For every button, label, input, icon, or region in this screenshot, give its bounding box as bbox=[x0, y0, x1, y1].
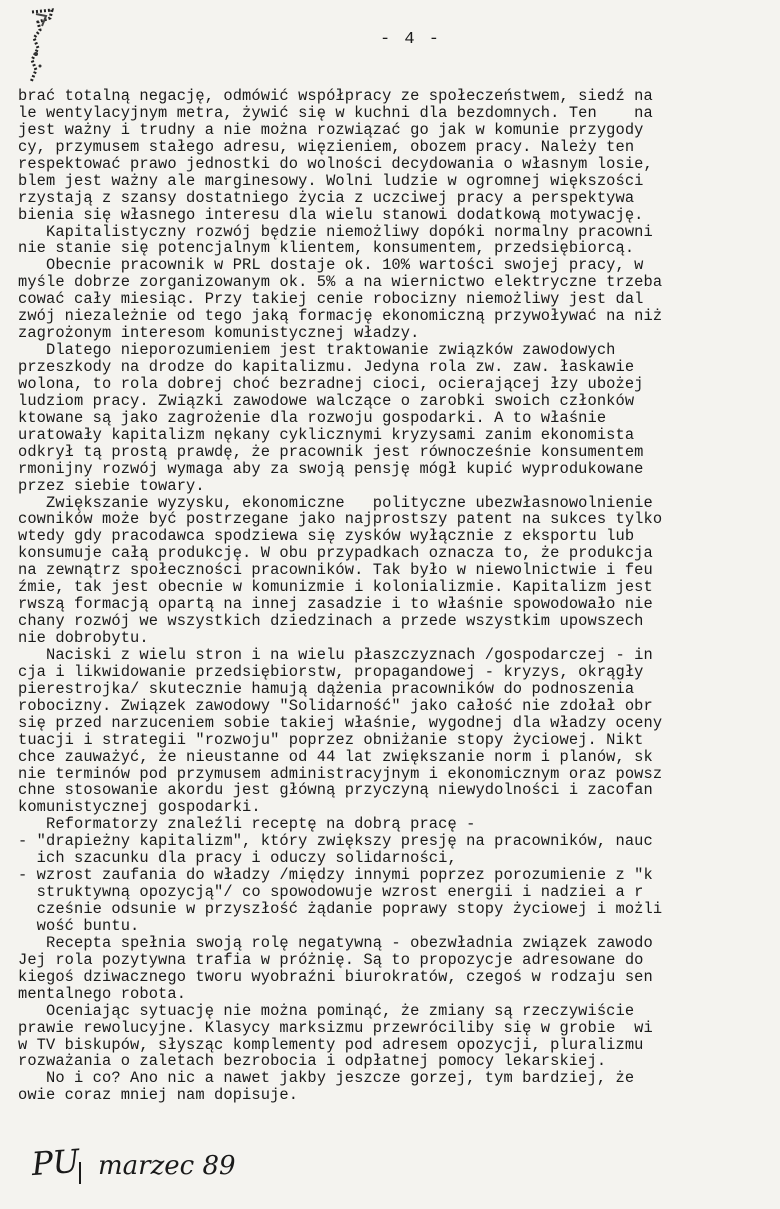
text-line: No i co? Ano nic a nawet jakby jeszcze gorzej, tym bardziej, że bbox=[18, 1069, 635, 1088]
text-line: brać totalną negację, odmówić współpracy ze społeczeństwem, siedź na bbox=[18, 87, 653, 105]
text-line: źmie, tak jest obecnie w komunizmie i kolonializmie. Kapitalizm jest bbox=[18, 578, 653, 597]
body-text bbox=[18, 88, 780, 1104]
text-line: prawie rewolucyjne. Klasycy marksizmu przewróciliby się w grobie wi bbox=[18, 1018, 653, 1037]
text-line: Naciski z wielu stron i na wielu płaszczyznach /gospodarczej - in bbox=[18, 645, 653, 664]
text-line: cześnie odsunie w przyszłość żądanie poprawy stopy życiowej i możli bbox=[18, 900, 663, 918]
text-line: nie dobrobytu. bbox=[18, 629, 149, 647]
text-line: rwszą formacją opartą na innej zasadzie i to właśnie spowodowało nie bbox=[18, 595, 653, 614]
text-line: konsumuje całą produkcję. W obu przypadkach oznacza to, że produkcja bbox=[18, 544, 653, 563]
page-number: - 4 - bbox=[380, 30, 442, 49]
text-line: rozważania o zaletach bezrobocia i odpłatnej pomocy lekarskiej. bbox=[18, 1052, 607, 1071]
text-line: Reformatorzy znaleźli receptę na dobrą pracę - bbox=[18, 815, 476, 834]
text-line: rzystają z szansy dostatniego życia z uczciwej pracy a perspektywa bbox=[18, 188, 635, 207]
text-line: uratowały kapitalizm nękany cyklicznymi kryzysami zanim ekonomista bbox=[18, 425, 635, 444]
text-line: robocizny. Związek zawodowy "Solidarność" jako całość nie zdołał obr bbox=[18, 696, 653, 715]
signature-initials: PU bbox=[30, 1141, 81, 1184]
text-line: struktywną opozycją"/ co spowodowuje wzrost energii i nadziei a r bbox=[18, 883, 644, 902]
text-line: chne stosowanie akordu jest główną przyczyną niewydolności i zacofan bbox=[18, 781, 653, 800]
text-line: ich szacunku dla pracy i oduczy solidarności, bbox=[18, 849, 457, 868]
text-line: blem jest ważny ale marginesowy. Wolni ludzie w ogromnej większości bbox=[18, 171, 644, 190]
text-line: nie terminów pod przymusem administracyjnym i ekonomicznym oraz powsz bbox=[18, 764, 663, 783]
text-line: bienia się własnego interesu dla wielu stanowi dodatkową motywację. bbox=[18, 205, 644, 224]
text-line: się przed narzuceniem sobie takiej właśnie, wygodnej dla władzy oceny bbox=[18, 713, 663, 732]
text-line: Kapitalistyczny rozwój będzie niemożliwy dopóki normalny pracowni bbox=[18, 222, 653, 241]
text-line: wtedy gdy pracodawca spodziewa się zysków wyłącznie z eksportu lub bbox=[18, 527, 635, 546]
text-line: Jej rola pozytywna trafia w próżnię. Są to propozycje adresowane do bbox=[18, 950, 644, 969]
text-line: chce zauważyć, że nieustanne od 44 lat zwiększanie norm i planów, sk bbox=[18, 747, 653, 766]
text-line: ludziom pracy. Związki zawodowe walczące o zarobki swoich członków bbox=[18, 391, 635, 410]
text-line: Dlatego nieporozumieniem jest traktowanie związków zawodowych bbox=[18, 341, 616, 360]
text-line: jest ważny i trudny a nie można rozwiązać go jak w komunie przygody bbox=[18, 120, 644, 139]
text-line: cja i likwidowanie przedsiębiorstw, propagandowej - kryzys, okrągły bbox=[18, 662, 644, 681]
text-line: wolona, to rola dobrej choć bezradnej cioci, ocierającej łzy ubożej bbox=[18, 374, 644, 393]
text-line: cować cały miesiąc. Przy takiej cenie robocizny niemożliwy jest dal bbox=[18, 290, 644, 309]
text-line: zwój niezależnie od tego jaką formację ekonomiczną przywoływać na niż bbox=[18, 307, 663, 326]
text-line: le wentylacyjnym metra, żywić się w kuchni dla bezdomnych. Ten na bbox=[18, 103, 653, 122]
text-line: na zewnątrz społeczności pracowników. Tak było w niewolnictwie i feu bbox=[18, 561, 653, 580]
text-line: pierestrojka/ skutecznie hamują dążenia pracowników do podnoszenia bbox=[18, 679, 635, 698]
text-line: komunistycznej gospodarki. bbox=[18, 798, 261, 817]
text-line: Recepta spełnia swoją rolę negatywną - obezwładnia związek zawodo bbox=[18, 933, 653, 952]
corner-smudge-mark bbox=[28, 8, 56, 86]
text-line: przeszkody na drodze do kapitalizmu. Jedyna rola zw. zaw. łaskawie bbox=[18, 358, 635, 376]
text-line: respektować prawo jednostki do wolności decydowania o własnym losie, bbox=[18, 154, 653, 173]
text-line: myśle dobrze zorganizowanym ok. 5% a na wiernictwo elektryczne trzeba bbox=[18, 273, 663, 292]
text-line: rmonijny rozwój wymaga aby za swoją pensję mógł kupić wyprodukowane bbox=[18, 459, 644, 478]
text-line: wość buntu. bbox=[18, 916, 140, 935]
text-line: - "drapieżny kapitalizm", który zwiększy presję na pracowników, nauc bbox=[18, 832, 653, 851]
text-line: tuacji i strategii "rozwoju" poprzez obniżanie stopy życiowej. Nikt bbox=[18, 730, 644, 749]
text-line: - wzrost zaufania do władzy /między innymi poprzez porozumienie z "k bbox=[18, 866, 653, 885]
text-line: przez siebie towary. bbox=[18, 476, 205, 495]
text-line: owie coraz mniej nam dopisuje. bbox=[18, 1086, 299, 1105]
text-line: mentalnego robota. bbox=[18, 984, 187, 1003]
text-line: ktowane są jako zagrożenie dla rozwoju gospodarki. A to właśnie bbox=[18, 408, 607, 427]
text-line: Zwiększanie wyzysku, ekonomiczne polityczne ubezwłasnowolnienie bbox=[18, 493, 653, 512]
text-line: cowników może być postrzegane jako najprostszy patent na sukces tylko bbox=[18, 510, 663, 529]
text-line: zagrożonym interesom komunistycznej władzy. bbox=[18, 324, 420, 343]
handwritten-signature bbox=[28, 1140, 268, 1184]
signature-date: marzec 89 bbox=[98, 1151, 236, 1181]
text-line: w TV biskupów, słysząc komplementy pod adresem opozycji, pluralizmu bbox=[18, 1035, 644, 1054]
text-line: chany rozwój we wszystkich dziedzinach a przede wszystkim upowszech bbox=[18, 612, 644, 631]
text-line: cy, przymusem stałego adresu, więzieniem, obozem pracy. Należy ten bbox=[18, 137, 635, 156]
text-line: odkrył tą prostą prawdę, że pracownik jest równocześnie konsumentem bbox=[18, 442, 644, 461]
text-line: nie stanie się potencjalnym klientem, konsumentem, przedsiębiorcą. bbox=[18, 239, 635, 258]
text-line: Obecnie pracownik w PRL dostaje ok. 10% wartości swojej pracy, w bbox=[18, 256, 644, 275]
text-line: kiegoś dziwacznego tworu wyobraźni biurokratów, czegoś w rodzaju sen bbox=[18, 967, 653, 986]
text-line: Oceniając sytuację nie można pominąć, że zmiany są rzeczywiście bbox=[18, 1001, 635, 1020]
